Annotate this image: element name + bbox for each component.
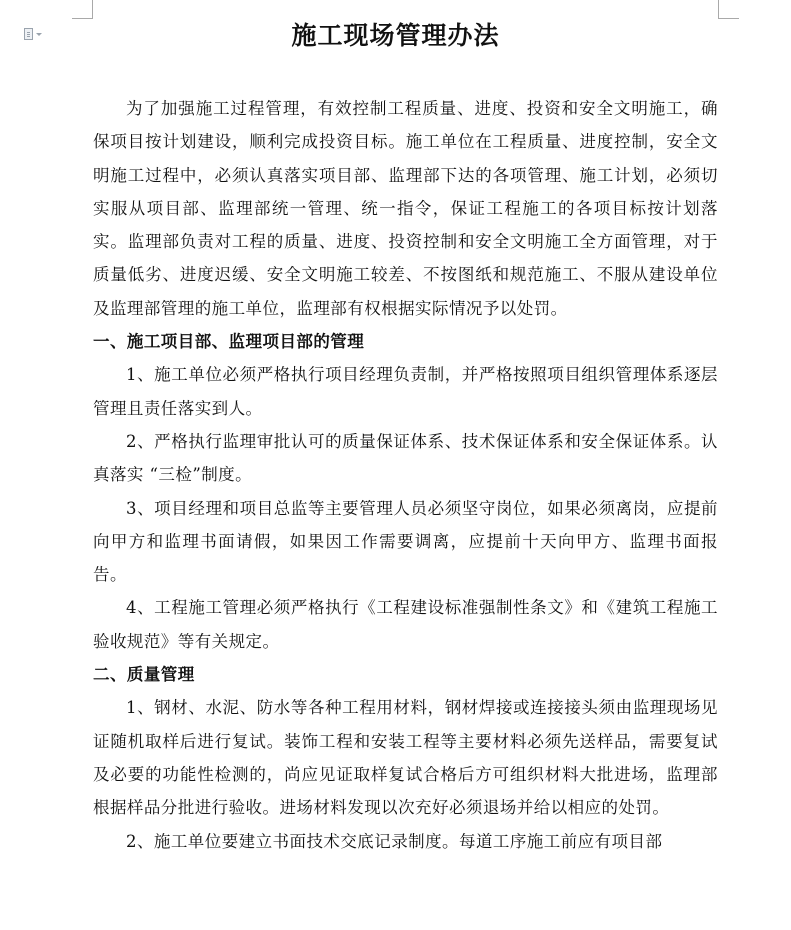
section-heading: 一、施工项目部、监理项目部的管理 — [93, 332, 365, 352]
section-heading: 二、质量管理 — [93, 665, 195, 685]
section-item: 4、工程施工管理必须严格执行《工程建设标准强制性条文》和《建筑工程施工验收规范》等有关规定。 — [93, 598, 718, 651]
intro-paragraph: 为了加强施工过程管理，有效控制工程质量、进度、投资和安全文明施工，确保项目按计划建设，顺利完成投资目标。施工单位在工程质量、进度控制，安全文明施工过程中，必须认真落实项目部、监理部下达的各项管理、施工计划，必须切实服从项目部、监理部统一管理、统一指令，保证工程施工的各项目标按计划落实。监理部负责对工程的质量、进度、投资控制和安全文明施工全方面管理，对于质量低劣、进度迟缓、安全文明施工较差、不按图纸和规范施工、不服从建设单位及监理部管理的施工单位，监理部有权根据实际情况予以处罚。 — [93, 99, 718, 318]
section-item: 1、施工单位必须严格执行项目经理负责制，并严格按照项目组织管理体系逐层管理且责任落实到人。 — [93, 365, 718, 418]
document-body — [93, 92, 718, 858]
page-title: 施工现场管理办法 — [291, 21, 500, 50]
section-item: 2、严格执行监理审批认可的质量保证体系、技术保证体系和安全保证体系。认真落实 “三检”制度。 — [93, 431, 718, 485]
section-item: 1、钢材、水泥、防水等各种工程用材料，钢材焊接或连接接头须由监理现场见证随机取样后进行复试。装饰工程和安装工程等主要材料必须先送样品，需要复试及必要的功能性检测的，尚应见证取样复试合格后方可组织材料大批进场，监理部根据样品分批进行验收。进场材料发现以次充好必须退场并给以相应的处罚。 — [93, 698, 718, 818]
section-item: 2、施工单位要建立书面技术交底记录制度。每道工序施工前应有项目部 — [126, 831, 663, 851]
section-item: 3、项目经理和项目总监等主要管理人员必须坚守岗位，如果必须离岗，应提前向甲方和监理书面请假，如果因工作需要调离，应提前十天向甲方、监理书面报告。 — [93, 498, 718, 585]
